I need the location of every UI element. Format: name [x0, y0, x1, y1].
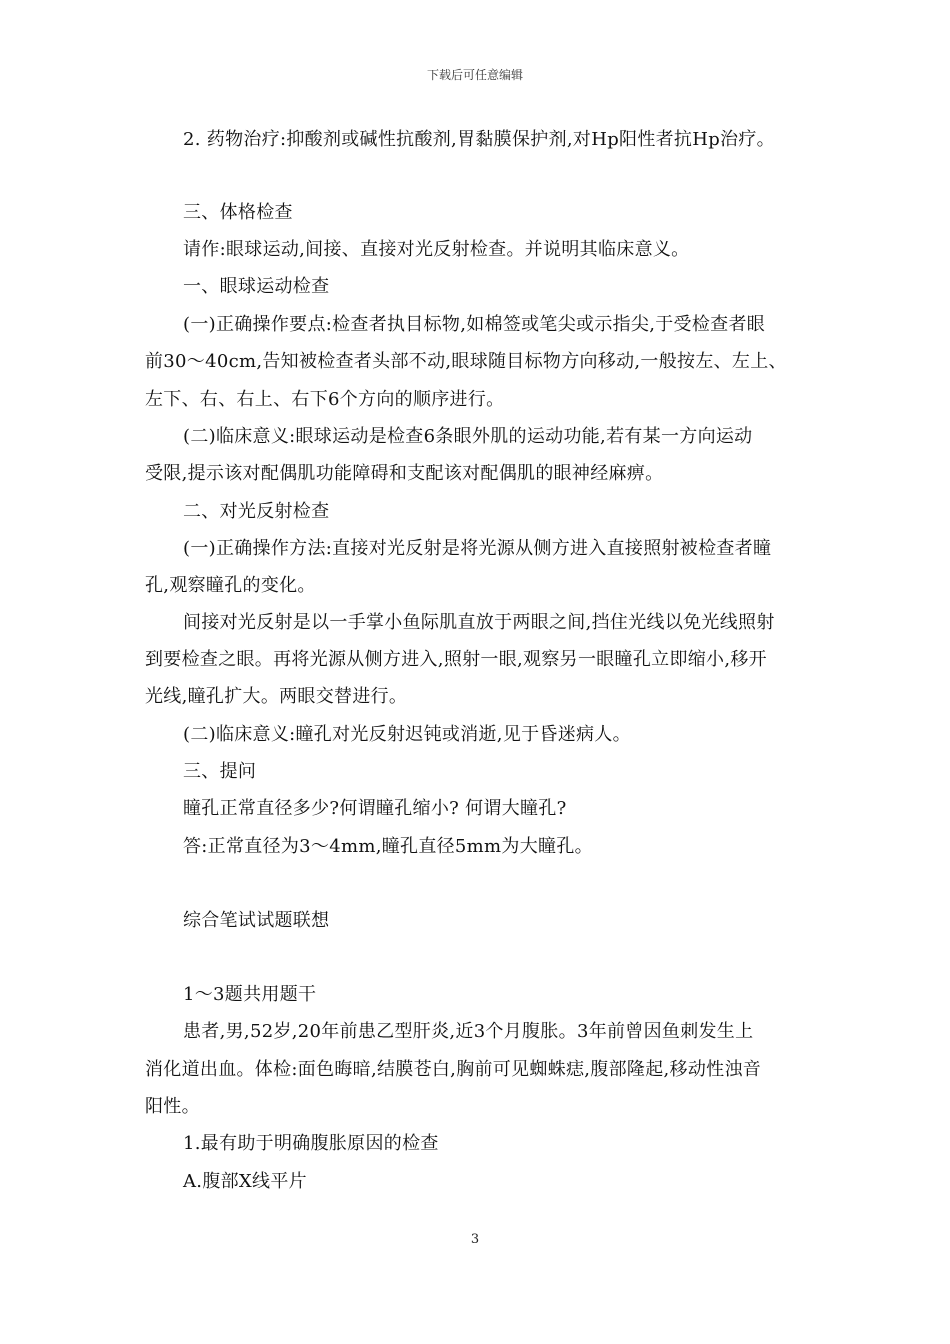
page-header: 下载后可任意编辑 [426, 68, 523, 82]
text-line: 2. 药物治疗:抑酸剂或碱性抗酸剂,胃黏膜保护剂,对Hp阳性者抗Hp治疗。 [183, 129, 775, 150]
text-line: 1～3题共用题干 [183, 984, 317, 1005]
text-line: 患者,男,52岁,20年前患乙型肝炎,近3个月腹胀。3年前曾因鱼刺发生上 [183, 1021, 754, 1042]
question-line: 瞳孔正常直径多少?何谓瞳孔缩小? 何谓大瞳孔? [183, 798, 567, 819]
section-heading: 综合笔试试题联想 [183, 910, 330, 931]
text-line: 左下、右、右上、右下6个方向的顺序进行。 [145, 389, 505, 410]
text-line: 前30～40cm,告知被检查者头部不动,眼球随目标物方向移动,一般按左、左上、 [145, 351, 787, 372]
text-line: (一)正确操作方法:直接对光反射是将光源从侧方进入直接照射被检查者瞳 [183, 538, 772, 559]
subsection-heading: 一、眼球运动检查 [183, 276, 330, 297]
text-line: 阳性。 [145, 1096, 200, 1117]
page-number: 3 [470, 1232, 480, 1247]
subsection-heading: 二、对光反射检查 [183, 501, 330, 522]
option-line: A.腹部X线平片 [183, 1171, 307, 1192]
subsection-heading: 三、提问 [183, 761, 257, 782]
text-line: (一)正确操作要点:检查者执目标物,如棉签或笔尖或示指尖,于受检查者眼 [183, 314, 766, 335]
section-heading: 三、体格检查 [183, 202, 293, 223]
text-line: 孔,观察瞳孔的变化。 [145, 575, 316, 596]
text-line: (二)临床意义:眼球运动是检查6条眼外肌的运动功能,若有某一方向运动 [183, 426, 753, 447]
text-line: 光线,瞳孔扩大。两眼交替进行。 [145, 686, 408, 707]
text-line: 消化道出血。体检:面色晦暗,结膜苍白,胸前可见蜘蛛痣,腹部隆起,移动性浊音 [145, 1059, 762, 1080]
text-line: 间接对光反射是以一手掌小鱼际肌直放于两眼之间,挡住光线以免光线照射 [183, 612, 775, 633]
text-line: 请作:眼球运动,间接、直接对光反射检查。并说明其临床意义。 [183, 239, 690, 260]
answer-line: 答:正常直径为3～4mm,瞳孔直径5mm为大瞳孔。 [183, 836, 593, 857]
text-line: 到要检查之眼。再将光源从侧方进入,照射一眼,观察另一眼瞳孔立即缩小,移开 [145, 649, 767, 670]
question-line: 1.最有助于明确腹胀原因的检查 [183, 1133, 439, 1154]
text-line: 受限,提示该对配偶肌功能障碍和支配该对配偶肌的眼神经麻痹。 [145, 463, 664, 484]
text-line: (二)临床意义:瞳孔对光反射迟钝或消逝,见于昏迷病人。 [183, 724, 631, 745]
